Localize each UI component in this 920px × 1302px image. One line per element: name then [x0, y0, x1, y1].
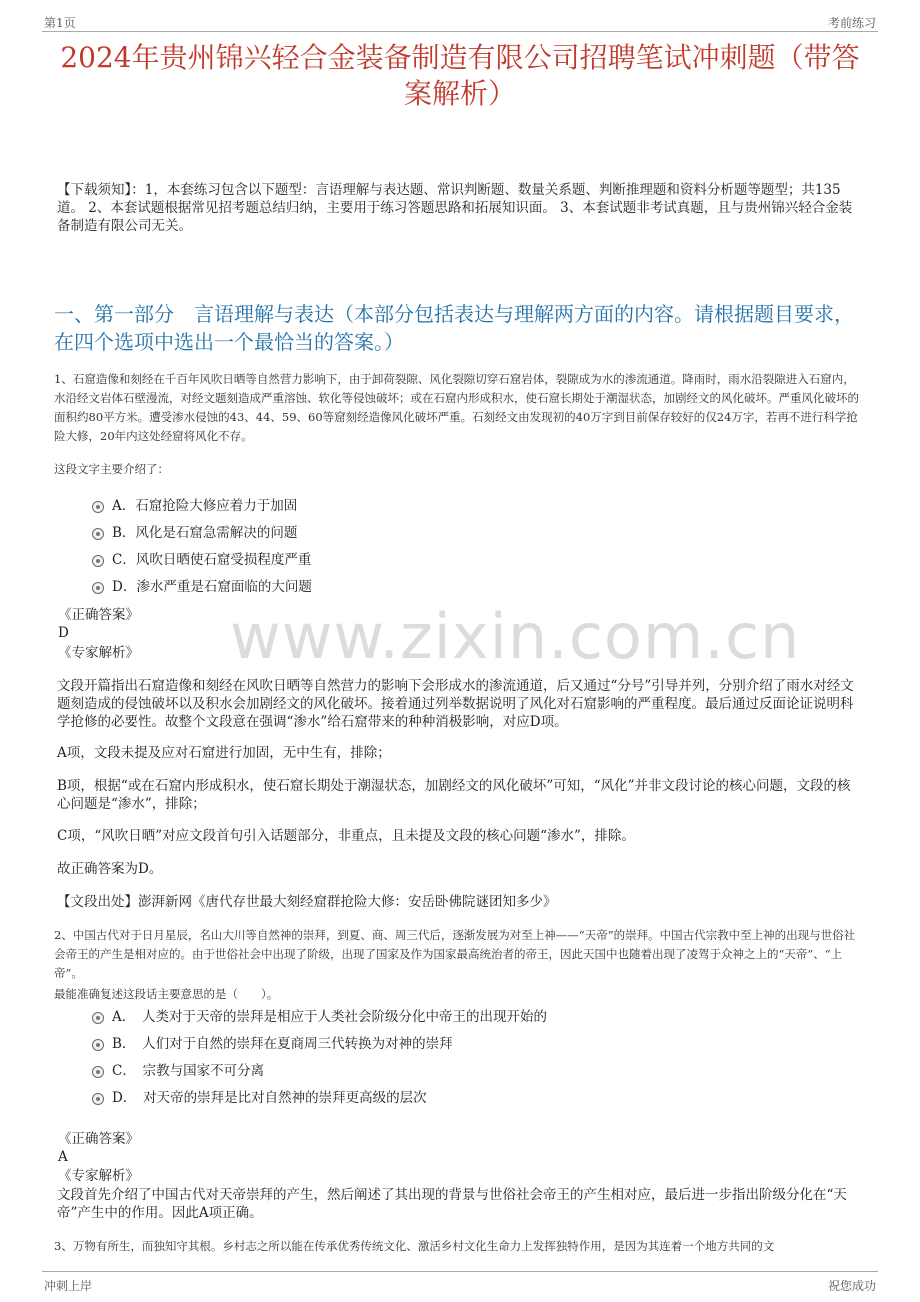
radio-icon[interactable] [92, 1066, 104, 1078]
q2-analysis: 文段首先介绍了中国古代对天帝崇拜的产生，然后阐述了其出现的背景与世俗社会帝王的产生相对应，最后进一步指出阶级分化在“天帝”产生中的作用。因此A项正确。 [57, 1187, 847, 1221]
q1-stem: 1、石窟造像和刻经在千百年风吹日晒等自然营力影响下，由于卸荷裂隙、风化裂隙切穿石窟岩体，裂隙成为水的渗流通道。降雨时，雨水沿裂隙进入石窟内，水沿经文岩体石壁漫流，对经文题刻造成严重溶蚀、软化等侵蚀破坏；或在石窟内形成积水，使石窟长期处于潮湿状态，加剧经文的风化破坏。严重风化破坏的面积约80平方米。遭受渗水侵蚀的43、44、59、60等窟刻经造像风化破坏严重。石刻经文由发现初的40万字到目前保存较好的仅24万字，若再不进行科学抢险大修，20年内这处经窟将风化不存。 [54, 372, 859, 443]
q1-option-d[interactable]: D．渗水严重是石窟面临的大问题 [92, 578, 312, 596]
q1-option-b[interactable]: B．风化是石窟急需解决的问题 [92, 524, 297, 542]
radio-icon[interactable] [92, 1039, 104, 1051]
q2-question: 最能准确复述这段话主要意思的是（ ）。 [54, 987, 279, 1001]
header-tag: 考前练习 [827, 16, 876, 30]
q1-answer-label: 《正确答案》 [58, 607, 139, 623]
document-title: 2024年贵州锦兴轻合金装备制造有限公司招聘笔试冲刺题（带答案解析） [60, 41, 860, 110]
radio-icon[interactable] [92, 555, 104, 567]
q1-analysis: 文段开篇指出石窟造像和刻经在风吹日晒等自然营力的影响下会形成水的渗流通道，后又通过“分号”引导并列，分别介绍了雨水对经文题刻造成的侵蚀破坏以及积水会加剧经文的风化破坏。接着通过列举数据说明了风化对石窟影响的严重程度。最后通过反面论证说明科学抢修的必要性。故整个文段意在强调“渗水”给石窟带来的种种消极影响，对应D项。 [57, 678, 854, 730]
radio-icon[interactable] [92, 1012, 104, 1024]
q1-analysis-label: 《专家解析》 [58, 645, 139, 661]
page-number: 第1页 [44, 16, 76, 30]
q1-analysis-b: B项，根据“或在石窟内形成积水，使石窟长期处于潮湿状态，加剧经文的风化破坏”可知，“风化”并非文段讨论的核心问题，文段的核心问题是“渗水”，排除； [57, 778, 851, 812]
footer-divider [42, 1271, 878, 1272]
q1-answer: D [58, 625, 69, 641]
radio-icon[interactable] [92, 501, 104, 513]
q2-analysis-label: 《专家解析》 [58, 1168, 139, 1184]
q1-source: 【文段出处】澎湃新网《唐代存世最大刻经窟群抢险大修：安岳卧佛院谜团知多少》 [57, 894, 557, 910]
page-footer [0, 1268, 920, 1302]
q1-option-c[interactable]: C．风吹日晒使石窟受损程度严重 [92, 551, 311, 569]
watermark: www.zixin.com.cn [230, 600, 801, 673]
q1-option-a[interactable]: A．石窟抢险大修应着力于加固 [92, 497, 297, 515]
q2-option-a[interactable]: A． 人类对于天帝的崇拜是相应于人类社会阶级分化中帝王的出现开始的 [92, 1008, 547, 1026]
q1-question: 这段文字主要介绍了： [54, 462, 169, 476]
q3-stem: 3、万物有所生，而独知守其根。乡村志之所以能在传承优秀传统文化、激活乡村文化生命力上发挥独特作用，是因为其连着一个地方共同的文 [54, 1239, 775, 1253]
q1-analysis-a: A项，文段未提及应对石窟进行加固，无中生有，排除； [57, 745, 391, 761]
q2-option-d[interactable]: D． 对天帝的崇拜是比对自然神的崇拜更高级的层次 [92, 1089, 427, 1107]
radio-icon[interactable] [92, 582, 104, 594]
q2-option-b[interactable]: B． 人们对于自然的崇拜在夏商周三代转换为对神的崇拜 [92, 1035, 453, 1053]
radio-icon[interactable] [92, 528, 104, 540]
radio-icon[interactable] [92, 1093, 104, 1105]
q2-answer: A [58, 1149, 68, 1165]
footer-left: 冲刺上岸 [44, 1279, 93, 1293]
page-header [0, 0, 920, 33]
section-heading: 一、第一部分 言语理解与表达（本部分包括表达与理解两方面的内容。请根据题目要求，在四个选项中选出一个最恰当的答案。） [54, 302, 854, 354]
q2-stem: 2、中国古代对于日月星辰，名山大川等自然神的崇拜，到夏、商、周三代后，逐渐发展为对至上神——“天帝”的崇拜。中国古代宗教中至上神的出现与世俗社会帝王的产生是相对应的。由于世俗社会中出现了阶级，出现了国家及作为国家最高统治者的帝王，因此天国中也随着出现了凌驾于众神之上的“天帝”、“上帝”。 [54, 928, 856, 980]
q1-analysis-c: C项，“风吹日晒”对应文段首句引入话题部分，非重点，且未提及文段的核心问题“渗水”，排除。 [57, 828, 635, 844]
download-notice: 【下载须知】：1，本套练习包含以下题型：言语理解与表达题、常识判断题、数量关系题、判断推理题和资料分析题等题型；共135道。 2、本套试题根据常见招考题总结归纳，主要用于练习答题思路和拓展知识面。 3、本套试题非考试真题，且与贵州锦兴轻合金装备制造有限公司无关。 [57, 182, 853, 234]
q2-answer-label: 《正确答案》 [58, 1131, 139, 1147]
q2-option-c[interactable]: C． 宗教与国家不可分离 [92, 1062, 264, 1080]
q1-conclusion: 故正确答案为D。 [57, 861, 163, 877]
footer-right: 祝您成功 [827, 1279, 876, 1293]
header-divider [42, 31, 878, 32]
